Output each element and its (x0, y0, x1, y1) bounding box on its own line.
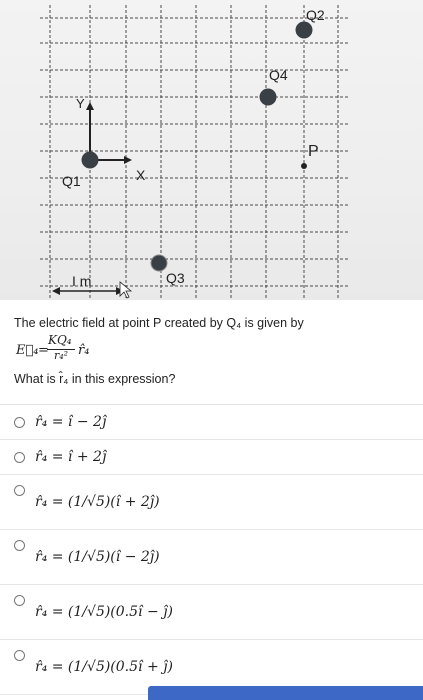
charge-q1 (82, 152, 99, 169)
label-x-axis: X (136, 167, 146, 183)
point-p-dot (301, 163, 307, 169)
question-figure (0, 0, 423, 300)
option-label: r̂₄ = (1/√5)(î + 2ĵ) (35, 494, 160, 510)
option-5[interactable] (0, 585, 423, 640)
question-block (14, 314, 409, 388)
formula-unit-vector: r̂₄ (78, 343, 90, 358)
option-label: r̂₄ = (1/√5)(î − 2ĵ) (35, 549, 160, 565)
option-label: r̂₄ = (1/√5)(0.5î + ĵ) (35, 659, 173, 675)
option-4[interactable] (0, 530, 423, 585)
bottom-action-bar[interactable] (148, 686, 423, 700)
field-formula (14, 334, 409, 366)
radio-button[interactable] (14, 485, 25, 496)
x-axis-arrow-icon (124, 156, 132, 164)
grid-figure-svg (0, 0, 423, 300)
charge-q3 (151, 255, 167, 271)
label-y-axis: Y (76, 96, 85, 111)
formula-denominator: r₄² (54, 349, 69, 362)
answer-options (0, 404, 423, 695)
scale-arrow-left-icon (52, 287, 60, 295)
formula-lhs: E⃗₄ (16, 343, 39, 358)
charge-q2 (296, 22, 313, 39)
label-p: P (308, 143, 319, 160)
label-scale: I m (72, 273, 92, 289)
label-q3: Q3 (166, 270, 185, 286)
option-label: r̂₄ = (1/√5)(0.5î − ĵ) (35, 604, 173, 620)
option-3[interactable] (0, 475, 423, 530)
label-q2: Q2 (306, 7, 325, 23)
radio-button[interactable] (14, 595, 25, 606)
option-label: r̂₄ = î + 2ĵ (35, 449, 107, 465)
radio-button[interactable] (14, 417, 25, 428)
formula-equals: = (38, 343, 49, 358)
radio-button[interactable] (14, 650, 25, 661)
label-q1: Q1 (62, 173, 81, 189)
question-intro: The electric field at point P created by Q₄ is given by (14, 316, 304, 330)
radio-button[interactable] (14, 540, 25, 551)
cursor-icon (120, 282, 131, 298)
option-label: r̂₄ = î − 2ĵ (35, 414, 107, 430)
option-1[interactable] (0, 405, 423, 440)
formula-numerator: KQ₄ (48, 333, 72, 347)
radio-button[interactable] (14, 452, 25, 463)
y-axis-arrow-icon (86, 102, 94, 110)
charge-q4 (260, 89, 277, 106)
option-2[interactable] (0, 440, 423, 475)
question-prompt: What is r̂₄ in this expression? (14, 372, 176, 386)
label-q4: Q4 (269, 67, 288, 83)
